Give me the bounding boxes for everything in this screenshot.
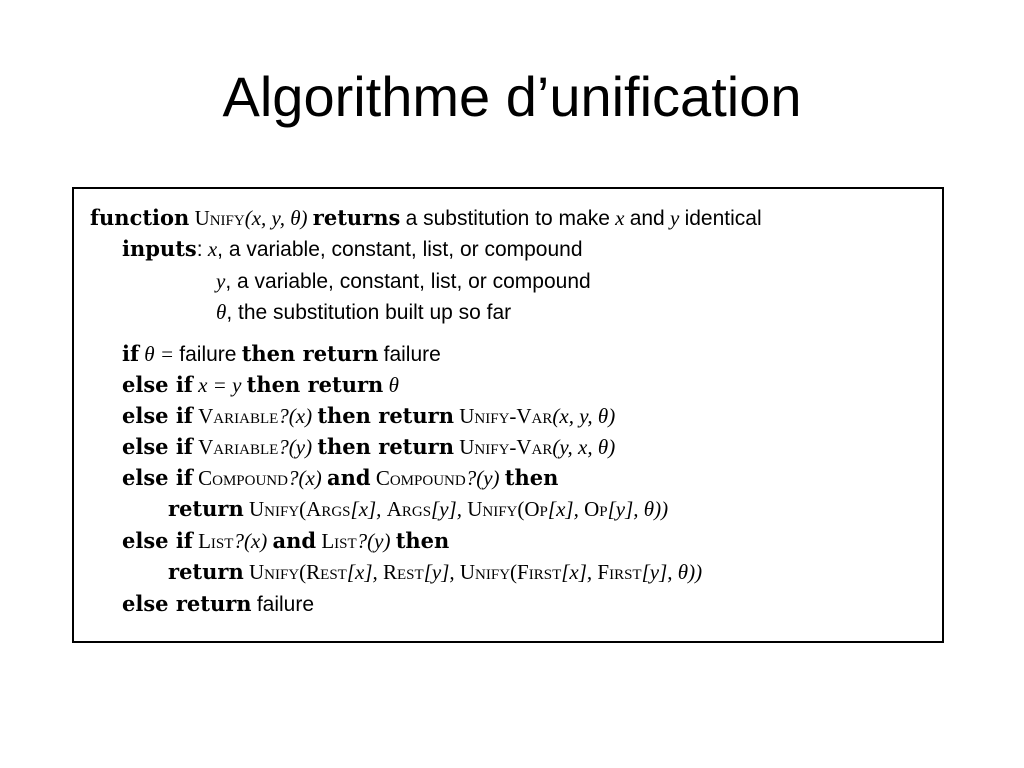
- value-failure: failure: [179, 343, 237, 366]
- keyword-else-if: else if: [122, 528, 193, 553]
- fn-compound-arg-x: ?(x): [287, 466, 322, 490]
- fn-unify: Unify: [248, 497, 300, 521]
- body-line-9: [122, 589, 314, 620]
- word-identical: identical: [684, 207, 762, 230]
- keyword-inputs: inputs: [122, 236, 197, 261]
- return-description: a substitution to make: [405, 207, 610, 230]
- inputs-colon: :: [196, 238, 203, 261]
- input-theta-var: θ: [216, 300, 227, 324]
- index-y: [y],: [431, 497, 462, 521]
- result-theta: θ: [388, 373, 399, 397]
- paren-open: (: [517, 497, 525, 521]
- index-y: [y],: [423, 560, 455, 584]
- body-line-5: [122, 463, 558, 493]
- function-signature-line: [90, 203, 762, 234]
- function-name-unify: Unify: [194, 206, 245, 230]
- fn-compound-arg-y: ?(y): [465, 466, 500, 490]
- fn-variable-arg: ?(x): [278, 404, 313, 428]
- keyword-function: function: [90, 205, 190, 230]
- keyword-return: return: [168, 559, 244, 584]
- body-line-6: [168, 494, 668, 524]
- keyword-return: return: [168, 496, 244, 521]
- result-failure: failure: [256, 593, 315, 616]
- input-theta-desc: , the substitution built up so far: [226, 301, 512, 324]
- fn-unify-var-args: (x, y, θ): [552, 404, 616, 428]
- var-y: y: [670, 206, 680, 230]
- keyword-if: if: [122, 341, 140, 366]
- keyword-else-if: else if: [122, 434, 193, 459]
- fn-unify: Unify: [467, 497, 518, 521]
- body-line-3: [122, 401, 615, 431]
- fn-variable: Variable: [198, 435, 279, 459]
- algorithm-box: [72, 187, 944, 643]
- fn-list-arg-x: ?(x): [233, 529, 268, 553]
- keyword-then-return: then return: [241, 341, 379, 366]
- fn-op: Op: [524, 497, 548, 521]
- fn-rest: Rest: [383, 560, 424, 584]
- inputs-theta-line: [216, 297, 511, 328]
- paren-open: (: [299, 560, 307, 584]
- word-and: and: [629, 207, 665, 230]
- fn-unify-var: Unify-Var: [459, 404, 553, 428]
- fn-compound: Compound: [375, 466, 466, 490]
- keyword-then-return: then return: [317, 403, 454, 428]
- index-x: [x],: [350, 497, 382, 521]
- fn-rest: Rest: [306, 560, 347, 584]
- fn-unify: Unify: [459, 560, 511, 584]
- fn-first: First: [597, 560, 642, 584]
- inputs-y-line: [216, 266, 591, 297]
- fn-compound: Compound: [198, 466, 288, 490]
- index-x: [x],: [547, 497, 579, 521]
- keyword-and: and: [272, 528, 317, 553]
- keyword-then: then: [504, 465, 559, 490]
- index-x: [x],: [346, 560, 378, 584]
- body-line-7: [122, 526, 449, 556]
- keyword-then: then: [395, 528, 450, 553]
- index-x: [x],: [561, 560, 593, 584]
- keyword-else-if: else if: [122, 465, 193, 490]
- body-line-4: [122, 432, 615, 462]
- index-y-theta: [y], θ)): [607, 497, 669, 521]
- body-line-2: [122, 370, 399, 400]
- inputs-x-line: [122, 234, 583, 265]
- fn-unify-var: Unify-Var: [459, 435, 553, 459]
- keyword-then-return: then return: [317, 434, 454, 459]
- keyword-and: and: [327, 465, 371, 490]
- body-line-1: [122, 339, 441, 370]
- fn-args: Args: [386, 497, 432, 521]
- fn-op: Op: [584, 497, 608, 521]
- paren-open: (: [510, 560, 518, 584]
- fn-list: List: [321, 529, 357, 553]
- keyword-else-if: else if: [122, 372, 193, 397]
- result-failure: failure: [383, 343, 441, 366]
- fn-list-arg-y: ?(y): [356, 529, 391, 553]
- keyword-then-return: then return: [246, 372, 384, 397]
- fn-variable: Variable: [198, 404, 279, 428]
- input-x-var: x: [207, 237, 218, 261]
- var-x: x: [615, 206, 625, 230]
- fn-args: Args: [306, 497, 351, 521]
- fn-list: List: [198, 529, 234, 553]
- fn-variable-arg: ?(y): [278, 435, 313, 459]
- input-x-desc: , a variable, constant, list, or compound: [217, 238, 583, 261]
- function-args: (x, y, θ): [244, 206, 308, 230]
- expr-theta-equals: θ =: [144, 342, 175, 366]
- fn-unify-var-args: (y, x, θ): [552, 435, 616, 459]
- index-y-theta: [y], θ)): [641, 560, 703, 584]
- input-y-desc: , a variable, constant, list, or compound: [225, 270, 591, 293]
- keyword-else-return: else return: [122, 591, 252, 616]
- paren-open: (: [299, 497, 307, 521]
- fn-unify: Unify: [248, 560, 300, 584]
- input-y-var: y: [216, 269, 226, 293]
- fn-first: First: [517, 560, 562, 584]
- body-line-8: [168, 557, 702, 587]
- slide-title: Algorithme d’unification: [222, 65, 802, 128]
- keyword-returns: returns: [312, 205, 401, 230]
- keyword-else-if: else if: [122, 403, 193, 428]
- expr-x-equals-y: x = y: [198, 373, 242, 397]
